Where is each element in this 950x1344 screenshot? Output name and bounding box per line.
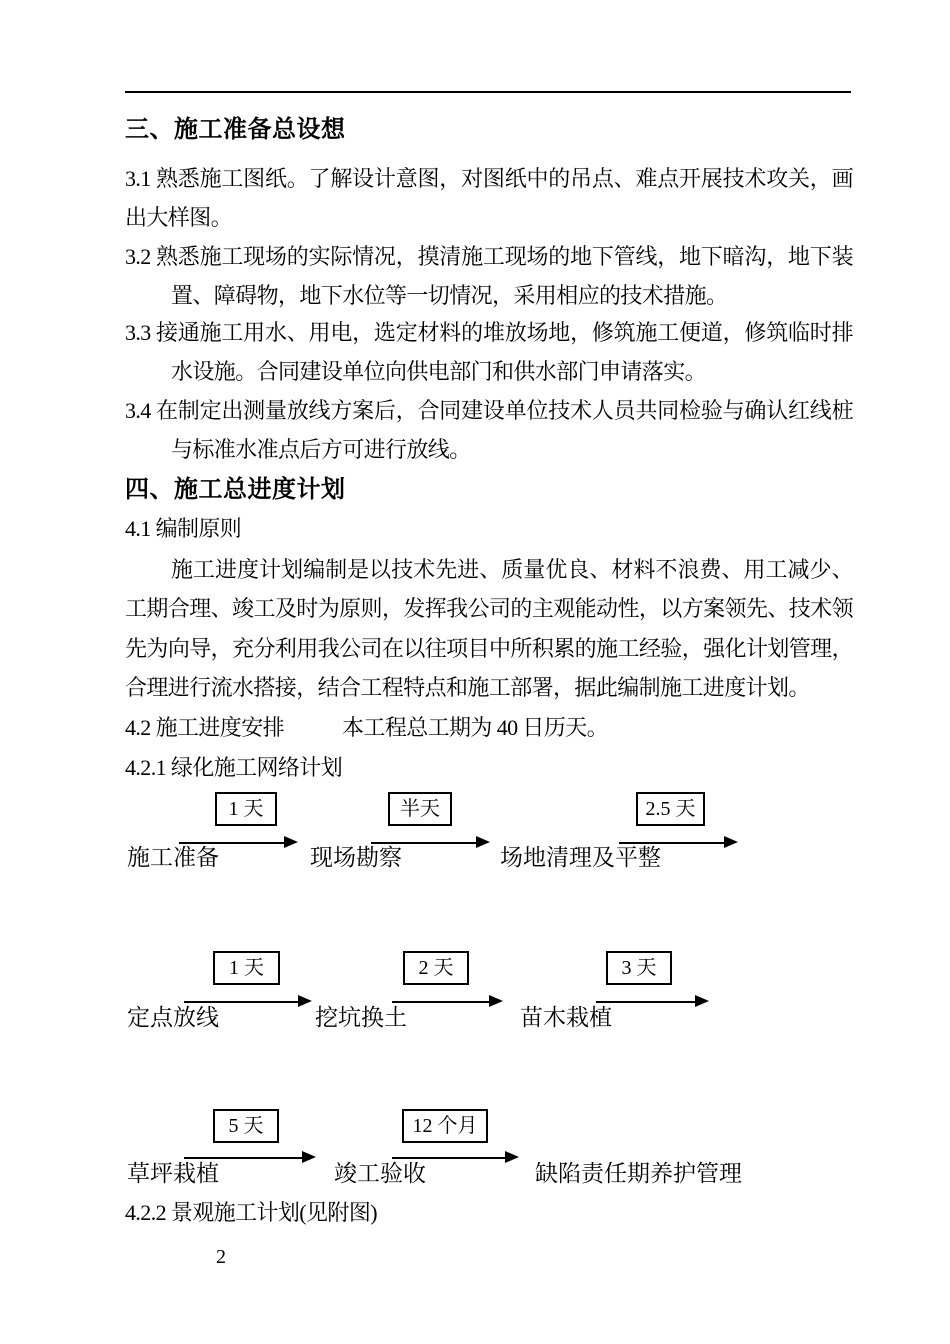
arrow-shaft xyxy=(184,1001,300,1003)
para-4-2-2: 4.2.2 景观施工计划(见附图) xyxy=(125,1200,377,1225)
arrow-right-icon xyxy=(505,1151,519,1163)
duration-box-lawn: 5 天 xyxy=(213,1109,279,1143)
para-3-4: 3.4 在制定出测量放线方案后，合同建设单位技术人员共同检验与确认红线桩与标准水准点后方可进行放线。 xyxy=(125,398,853,463)
flow-step-survey: 现场勘察 xyxy=(310,845,402,870)
arrow-shaft xyxy=(619,842,726,844)
arrow-right-icon xyxy=(302,1151,316,1163)
arrow-shaft xyxy=(392,1157,507,1159)
para-3-2: 3.2 熟悉施工现场的实际情况，摸清施工现场的地下管线，地下暗沟，地下装置、障碍物，地下水位等一切情况，采用相应的技术措施。 xyxy=(125,244,853,309)
arrow-shaft xyxy=(596,1001,697,1003)
para-3-3: 3.3 接通施工用水、用电，选定材料的堆放场地，修筑施工便道，修筑临时排水设施。合同建设单位向供电部门和供水部门申请落实。 xyxy=(125,320,853,385)
para-4-1-body: 施工进度计划编制是以技术先进、质量优良、材料不浪费、用工减少、工期合理、竣工及时为原则，发挥我公司的主观能动性，以方案领先、技术领先为向导，充分利用我公司在以往项目中所积累的施工经验，强化计划管理，合理进行流水搭接，结合工程特点和施工部署，据此编制施工进度计划。 xyxy=(125,557,853,700)
flow-step-clearing: 场地清理及平整 xyxy=(500,845,661,870)
arrow-shaft xyxy=(392,1001,491,1003)
duration-box-clearing: 2.5 天 xyxy=(636,792,705,826)
para-4-2-label: 4.2 施工进度安排 xyxy=(125,715,285,740)
arrow-right-icon xyxy=(476,836,490,848)
flow-step-digging: 挖坑换土 xyxy=(315,1005,407,1030)
section-3-heading: 三、施工准备总设想 xyxy=(125,116,346,143)
arrow-right-icon xyxy=(489,995,503,1007)
para-3-1: 3.1 熟悉施工图纸。了解设计意图，对图纸中的吊点、难点开展技术攻关，画出大样图。 xyxy=(125,166,853,231)
duration-box-layout: 1 天 xyxy=(213,951,280,985)
duration-box-acceptance: 12 个月 xyxy=(402,1109,488,1143)
arrow-right-icon xyxy=(695,995,709,1007)
flow-step-lawn: 草坪栽植 xyxy=(127,1161,219,1186)
duration-box-survey: 半天 xyxy=(388,792,452,826)
section-4-heading: 四、施工总进度计划 xyxy=(125,476,346,503)
para-4-2-text: 本工程总工期为 40 日历天。 xyxy=(342,715,609,740)
arrow-right-icon xyxy=(284,836,298,848)
flow-step-prep: 施工准备 xyxy=(127,845,219,870)
para-4-1-title: 4.1 编制原则 xyxy=(125,516,242,541)
flow-step-planting: 苗木栽植 xyxy=(520,1005,612,1030)
duration-box-digging: 2 天 xyxy=(403,951,469,985)
para-4-2 xyxy=(125,708,853,747)
arrow-shaft xyxy=(371,842,478,844)
flow-step-maintenance: 缺陷责任期养护管理 xyxy=(535,1161,742,1186)
header-rule xyxy=(125,91,851,93)
arrow-right-icon xyxy=(298,995,312,1007)
duration-box-planting: 3 天 xyxy=(606,951,672,985)
arrow-shaft xyxy=(179,842,286,844)
para-4-2-1: 4.2.1 绿化施工网络计划 xyxy=(125,755,343,780)
page-number: 2 xyxy=(216,1246,226,1268)
duration-box-prep: 1 天 xyxy=(215,792,277,826)
arrow-shaft xyxy=(184,1157,304,1159)
flow-step-acceptance: 竣工验收 xyxy=(334,1161,426,1186)
flow-step-layout: 定点放线 xyxy=(127,1005,219,1030)
arrow-right-icon xyxy=(724,836,738,848)
